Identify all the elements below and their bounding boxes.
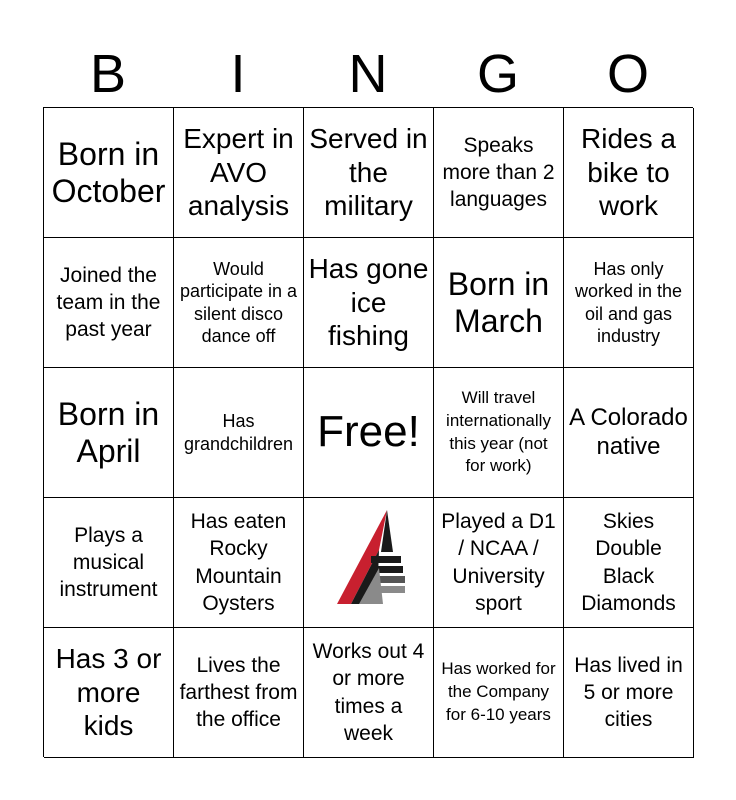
company-logo-icon xyxy=(319,508,419,618)
bingo-cell[interactable] xyxy=(434,238,564,368)
cell-text: Born in October xyxy=(51,135,166,209)
cell-text: Has lived in 5 or more cities xyxy=(574,653,683,732)
bingo-cell[interactable] xyxy=(44,108,174,238)
cell-text: Has eaten Rocky Mountain Oysters xyxy=(190,509,287,615)
cell-text: Has grandchildren xyxy=(183,411,294,454)
bingo-cell[interactable] xyxy=(304,238,434,368)
free-space-text: Free! xyxy=(317,407,420,457)
header-letter-i: I xyxy=(230,44,246,104)
bingo-cell[interactable] xyxy=(174,108,304,238)
header-letter-n: N xyxy=(348,44,388,104)
bingo-cell[interactable] xyxy=(174,368,304,498)
cell-text: Works out 4 or more times a week xyxy=(312,639,425,745)
cell-text: Has only worked in the oil and gas industry xyxy=(574,258,683,346)
bingo-cell[interactable] xyxy=(564,628,694,758)
cell-text: Has 3 or more kids xyxy=(55,643,162,742)
header-letter-o: O xyxy=(606,44,649,104)
bingo-cell[interactable] xyxy=(44,628,174,758)
cell-text: Born in April xyxy=(57,395,160,469)
cell-text: Has worked for the Company for 6-10 years xyxy=(441,659,556,724)
cell-text: Skies Double Black Diamonds xyxy=(581,509,676,615)
cell-text: Has gone ice fishing xyxy=(308,253,429,352)
free-space-cell[interactable] xyxy=(304,368,434,498)
bingo-cell[interactable] xyxy=(564,238,694,368)
cell-text: Joined the team in the past year xyxy=(56,263,161,342)
cell-text: Expert in AVO analysis xyxy=(183,123,294,222)
cell-text: Speaks more than 2 languages xyxy=(442,133,555,212)
bingo-cell[interactable] xyxy=(304,628,434,758)
bingo-cell[interactable] xyxy=(44,368,174,498)
bingo-cell[interactable] xyxy=(434,108,564,238)
cell-text: Served in the military xyxy=(309,123,428,222)
bingo-cell[interactable] xyxy=(564,498,694,628)
bingo-cell[interactable] xyxy=(304,108,434,238)
bingo-cell[interactable] xyxy=(434,368,564,498)
header-letter-b: B xyxy=(89,44,127,104)
header-letter-g: G xyxy=(476,44,519,104)
bingo-cell[interactable] xyxy=(44,498,174,628)
cell-text: Will travel internationally this year (not for work) xyxy=(446,387,551,476)
cell-text: A Colorado native xyxy=(569,403,688,460)
bingo-cell[interactable] xyxy=(44,238,174,368)
cell-text: Lives the farthest from the office xyxy=(179,653,298,732)
bingo-cell[interactable] xyxy=(434,498,564,628)
bingo-cell[interactable] xyxy=(434,628,564,758)
cell-text: Played a D1 / NCAA / University sport xyxy=(441,509,556,615)
cell-text: Rides a bike to work xyxy=(581,123,676,222)
cell-text: Born in March xyxy=(447,265,550,339)
bingo-cell[interactable] xyxy=(564,108,694,238)
bingo-cell[interactable] xyxy=(174,628,304,758)
bingo-cell[interactable] xyxy=(174,238,304,368)
bingo-cell[interactable] xyxy=(564,368,694,498)
cell-text: Would participate in a silent disco dance off xyxy=(179,258,298,346)
bingo-cell[interactable] xyxy=(174,498,304,628)
cell-text: Plays a musical instrument xyxy=(59,523,158,602)
bingo-header xyxy=(43,40,693,108)
bingo-card xyxy=(43,107,693,757)
logo-cell[interactable] xyxy=(304,498,434,628)
